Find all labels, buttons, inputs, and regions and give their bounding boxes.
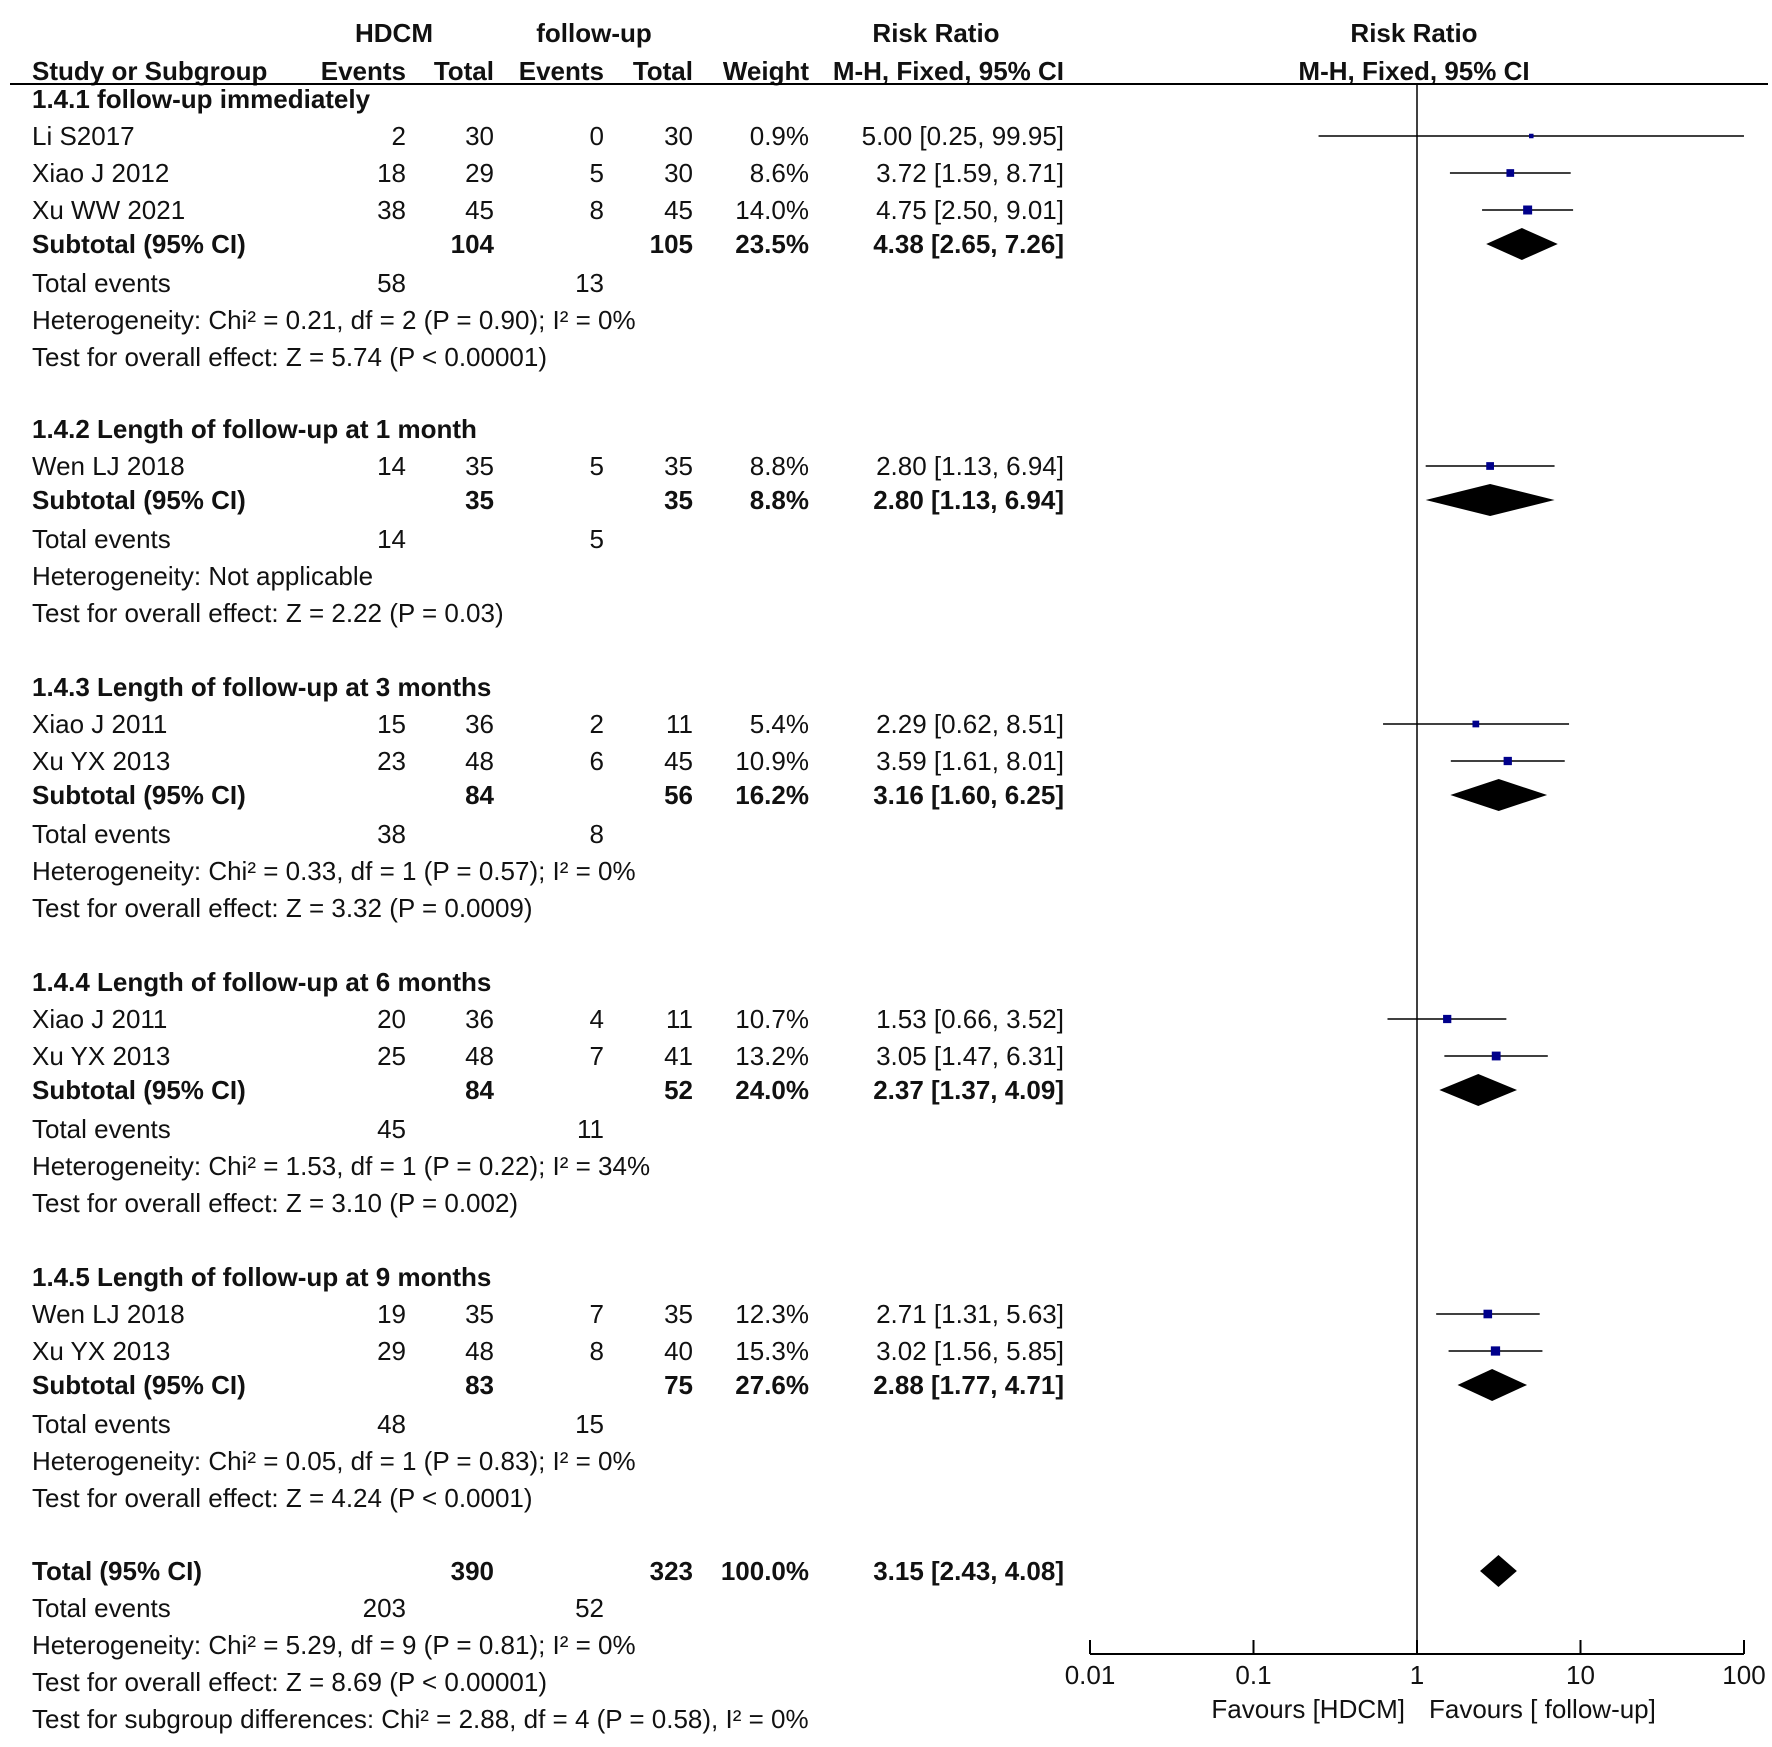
subtotal-diamond xyxy=(1426,484,1555,516)
study-name: Wen LJ 2018 xyxy=(32,1299,185,1329)
study-events-2: 6 xyxy=(589,746,604,776)
heterogeneity-text: Heterogeneity: Chi² = 0.05, df = 1 (P = 0.83); I² = 0% xyxy=(32,1446,636,1476)
study-ci-text: 2.80 [1.13, 6.94] xyxy=(876,451,1064,481)
subtotal-total-2: 56 xyxy=(664,780,693,810)
subgroup-title: 1.4.3 Length of follow-up at 3 months xyxy=(32,672,492,702)
study-events-2: 4 xyxy=(589,1004,604,1034)
study-events-2: 0 xyxy=(589,121,604,151)
total-events-1: 45 xyxy=(377,1114,406,1144)
total-events-2: 15 xyxy=(575,1409,604,1439)
study-weight: 5.4% xyxy=(749,709,809,739)
subtotal-total-1: 104 xyxy=(450,229,494,259)
subtotal-ci-text: 3.16 [1.60, 6.25] xyxy=(873,780,1064,810)
total-events-2: 5 xyxy=(589,524,604,554)
subtotal-total-1: 84 xyxy=(465,1075,494,1105)
overall-effect-text: Test for overall effect: Z = 2.22 (P = 0.03) xyxy=(32,598,504,628)
total-events-label: Total events xyxy=(32,1114,171,1144)
header-plot-method: M-H, Fixed, 95% CI xyxy=(1298,56,1530,86)
subtotal-diamond xyxy=(1486,228,1558,260)
study-total-1: 45 xyxy=(465,195,494,225)
overall-effect-text: Test for overall effect: Z = 5.74 (P < 0.00001) xyxy=(32,342,547,372)
study-ci-text: 2.71 [1.31, 5.63] xyxy=(876,1299,1064,1329)
total-weight: 100.0% xyxy=(720,1556,809,1586)
study-events-1: 38 xyxy=(377,195,406,225)
study-events-1: 14 xyxy=(377,451,406,481)
study-weight: 13.2% xyxy=(735,1041,809,1071)
study-total-1: 35 xyxy=(465,1299,494,1329)
heterogeneity-text: Heterogeneity: Chi² = 0.33, df = 1 (P = 0.57); I² = 0% xyxy=(32,856,636,886)
heterogeneity-text: Heterogeneity: Chi² = 1.53, df = 1 (P = 0.22); I² = 34% xyxy=(32,1151,651,1181)
overall-total-events-2: 52 xyxy=(575,1593,604,1623)
subgroup-title: 1.4.2 Length of follow-up at 1 month xyxy=(32,414,477,444)
study-events-2: 5 xyxy=(589,158,604,188)
heterogeneity-text: Heterogeneity: Chi² = 0.21, df = 2 (P = 0.90); I² = 0% xyxy=(32,305,636,335)
subtotal-weight: 24.0% xyxy=(735,1075,809,1105)
study-events-1: 18 xyxy=(377,158,406,188)
study-events-1: 25 xyxy=(377,1041,406,1071)
study-total-1: 48 xyxy=(465,746,494,776)
heterogeneity-text: Heterogeneity: Not applicable xyxy=(32,561,374,591)
x-axis-tick-label: 0.01 xyxy=(1064,1660,1116,1690)
overall-total-events-1: 203 xyxy=(362,1593,406,1623)
subtotal-label: Subtotal (95% CI) xyxy=(32,485,246,515)
total-diamond xyxy=(1480,1555,1517,1587)
study-total-2: 41 xyxy=(664,1041,693,1071)
study-ci-text: 1.53 [0.66, 3.52] xyxy=(876,1004,1064,1034)
overall-heterogeneity-text: Heterogeneity: Chi² = 5.29, df = 9 (P = 0.81); I² = 0% xyxy=(32,1630,636,1660)
header-group2-name: follow-up xyxy=(536,18,652,48)
study-name: Xiao J 2012 xyxy=(32,158,170,188)
study-total-2: 35 xyxy=(664,451,693,481)
study-events-1: 20 xyxy=(377,1004,406,1034)
header-group1-name: HDCM xyxy=(355,18,433,48)
total-events-label: Total events xyxy=(32,819,171,849)
study-total-2: 40 xyxy=(664,1336,693,1366)
total-total-2: 323 xyxy=(649,1556,693,1586)
total-events-label: Total events xyxy=(32,1409,171,1439)
total-events-1: 58 xyxy=(377,268,406,298)
favours-left-label: Favours [HDCM] xyxy=(1211,1694,1405,1724)
overall-test-text: Test for overall effect: Z = 8.69 (P < 0.00001) xyxy=(32,1667,547,1697)
study-events-1: 2 xyxy=(391,121,406,151)
subtotal-ci-text: 4.38 [2.65, 7.26] xyxy=(873,229,1064,259)
study-name: Xiao J 2011 xyxy=(32,709,168,739)
overall-effect-text: Test for overall effect: Z = 3.10 (P = 0.002) xyxy=(32,1188,519,1218)
study-total-2: 35 xyxy=(664,1299,693,1329)
subtotal-diamond xyxy=(1458,1369,1527,1401)
header-events-1: Events xyxy=(320,56,406,86)
study-marker xyxy=(1492,1052,1501,1061)
subtotal-total-1: 35 xyxy=(465,485,494,515)
study-marker xyxy=(1486,462,1494,470)
x-axis-tick-label: 100 xyxy=(1722,1660,1766,1690)
study-events-2: 8 xyxy=(589,195,604,225)
subgroup-title: 1.4.5 Length of follow-up at 9 months xyxy=(32,1262,492,1292)
study-weight: 8.8% xyxy=(749,451,809,481)
total-events-2: 13 xyxy=(575,268,604,298)
header-study-col: Study or Subgroup xyxy=(32,56,268,86)
study-total-1: 48 xyxy=(465,1041,494,1071)
header-weight: Weight xyxy=(722,56,809,86)
study-total-1: 29 xyxy=(465,158,494,188)
x-axis-tick-label: 10 xyxy=(1566,1660,1595,1690)
study-marker xyxy=(1443,1015,1451,1023)
subgroup-differences-text: Test for subgroup differences: Chi² = 2.88, df = 4 (P = 0.58), I² = 0% xyxy=(32,1704,809,1734)
study-events-1: 29 xyxy=(377,1336,406,1366)
total-events-label: Total events xyxy=(32,268,171,298)
total-ci-text: 3.15 [2.43, 4.08] xyxy=(873,1556,1064,1586)
subtotal-total-2: 75 xyxy=(664,1370,693,1400)
study-ci-text: 5.00 [0.25, 99.95] xyxy=(861,121,1064,151)
study-name: Li S2017 xyxy=(32,121,135,151)
study-total-1: 36 xyxy=(465,709,494,739)
total-events-label: Total events xyxy=(32,524,171,554)
x-axis-tick-label: 0.1 xyxy=(1235,1660,1272,1690)
study-total-1: 36 xyxy=(465,1004,494,1034)
study-total-2: 45 xyxy=(664,746,693,776)
study-ci-text: 3.05 [1.47, 6.31] xyxy=(876,1041,1064,1071)
study-name: Xu YX 2013 xyxy=(32,746,171,776)
study-events-2: 7 xyxy=(589,1041,604,1071)
study-events-1: 19 xyxy=(377,1299,406,1329)
study-marker xyxy=(1523,206,1532,215)
subtotal-weight: 16.2% xyxy=(735,780,809,810)
study-marker xyxy=(1504,757,1512,765)
study-ci-text: 3.02 [1.56, 5.85] xyxy=(876,1336,1064,1366)
study-weight: 14.0% xyxy=(735,195,809,225)
study-marker xyxy=(1472,721,1479,728)
study-weight: 0.9% xyxy=(749,121,809,151)
study-ci-text: 3.59 [1.61, 8.01] xyxy=(876,746,1064,776)
study-name: Wen LJ 2018 xyxy=(32,451,185,481)
overall-total-events-label: Total events xyxy=(32,1593,171,1623)
study-total-2: 11 xyxy=(666,1004,693,1034)
subtotal-total-2: 52 xyxy=(664,1075,693,1105)
x-axis-tick-label: 1 xyxy=(1409,1660,1425,1690)
header-effect-method: M-H, Fixed, 95% CI xyxy=(832,56,1064,86)
subtotal-label: Subtotal (95% CI) xyxy=(32,1370,246,1400)
overall-effect-text: Test for overall effect: Z = 3.32 (P = 0.0009) xyxy=(32,893,533,923)
study-total-2: 30 xyxy=(664,121,693,151)
header-total-1: Total xyxy=(433,56,494,86)
total-total-1: 390 xyxy=(450,1556,494,1586)
study-weight: 8.6% xyxy=(749,158,809,188)
study-total-2: 30 xyxy=(664,158,693,188)
total-events-2: 8 xyxy=(589,819,604,849)
subtotal-weight: 23.5% xyxy=(735,229,809,259)
study-weight: 15.3% xyxy=(735,1336,809,1366)
subtotal-ci-text: 2.88 [1.77, 4.71] xyxy=(873,1370,1064,1400)
total-events-1: 14 xyxy=(377,524,406,554)
subgroup-title: 1.4.4 Length of follow-up at 6 months xyxy=(32,967,492,997)
overall-effect-text: Test for overall effect: Z = 4.24 (P < 0.0001) xyxy=(32,1483,533,1513)
total-label: Total (95% CI) xyxy=(32,1556,202,1586)
study-total-2: 45 xyxy=(664,195,693,225)
header-plot-title: Risk Ratio xyxy=(1350,18,1478,48)
study-name: Xu YX 2013 xyxy=(32,1041,171,1071)
study-weight: 10.9% xyxy=(735,746,809,776)
subtotal-diamond xyxy=(1450,779,1547,811)
subtotal-total-2: 35 xyxy=(664,485,693,515)
study-weight: 10.7% xyxy=(735,1004,809,1034)
header-effect-title: Risk Ratio xyxy=(872,18,1000,48)
study-ci-text: 3.72 [1.59, 8.71] xyxy=(876,158,1064,188)
study-marker xyxy=(1506,169,1514,177)
study-events-1: 15 xyxy=(377,709,406,739)
study-events-2: 7 xyxy=(589,1299,604,1329)
subtotal-weight: 8.8% xyxy=(749,485,809,515)
study-marker xyxy=(1491,1346,1500,1355)
study-total-1: 48 xyxy=(465,1336,494,1366)
favours-right-label: Favours [ follow-up] xyxy=(1429,1694,1656,1724)
subtotal-label: Subtotal (95% CI) xyxy=(32,1075,246,1105)
subtotal-ci-text: 2.80 [1.13, 6.94] xyxy=(873,485,1064,515)
subtotal-weight: 27.6% xyxy=(735,1370,809,1400)
subgroup-title: 1.4.1 follow-up immediately xyxy=(32,84,371,114)
subtotal-total-1: 84 xyxy=(465,780,494,810)
total-events-1: 48 xyxy=(377,1409,406,1439)
study-marker xyxy=(1529,134,1534,139)
study-ci-text: 2.29 [0.62, 8.51] xyxy=(876,709,1064,739)
study-total-1: 35 xyxy=(465,451,494,481)
study-events-2: 2 xyxy=(589,709,604,739)
total-events-1: 38 xyxy=(377,819,406,849)
subtotal-label: Subtotal (95% CI) xyxy=(32,780,246,810)
header-events-2: Events xyxy=(518,56,604,86)
study-total-2: 11 xyxy=(666,709,693,739)
subtotal-label: Subtotal (95% CI) xyxy=(32,229,246,259)
study-weight: 12.3% xyxy=(735,1299,809,1329)
subtotal-total-1: 83 xyxy=(465,1370,494,1400)
total-events-2: 11 xyxy=(577,1114,604,1144)
study-events-2: 8 xyxy=(589,1336,604,1366)
study-name: Xu WW 2021 xyxy=(32,195,186,225)
study-ci-text: 4.75 [2.50, 9.01] xyxy=(876,195,1064,225)
study-name: Xiao J 2011 xyxy=(32,1004,168,1034)
subtotal-diamond xyxy=(1439,1074,1517,1106)
subtotal-ci-text: 2.37 [1.37, 4.09] xyxy=(873,1075,1064,1105)
study-marker xyxy=(1483,1310,1492,1319)
study-total-1: 30 xyxy=(465,121,494,151)
header-total-2: Total xyxy=(632,56,693,86)
study-events-1: 23 xyxy=(377,746,406,776)
study-name: Xu YX 2013 xyxy=(32,1336,171,1366)
study-events-2: 5 xyxy=(589,451,604,481)
subtotal-total-2: 105 xyxy=(649,229,693,259)
